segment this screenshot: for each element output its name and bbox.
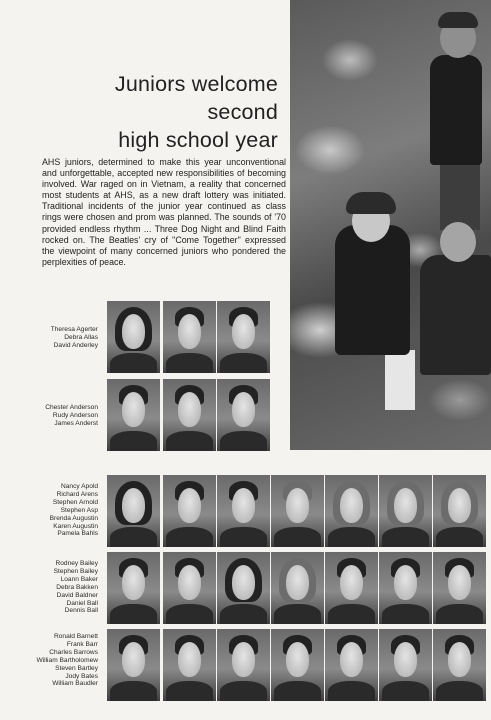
hero-photo: [290, 0, 491, 450]
student-portrait: [433, 552, 486, 624]
student-portrait: [379, 475, 432, 547]
student-portrait: [107, 379, 160, 451]
student-name: Brenda Augustin: [49, 514, 98, 522]
student-portrait: [163, 552, 216, 624]
student-portrait: [433, 629, 486, 701]
page-title: [60, 70, 278, 154]
student-name: James Anderst: [54, 419, 98, 427]
student-name: Stephen Arnold: [52, 498, 98, 506]
student-portrait: [107, 475, 160, 547]
student-name: Loann Baker: [60, 575, 98, 583]
student-portrait: [163, 629, 216, 701]
student-portrait: [217, 552, 270, 624]
student-name: Frank Barr: [66, 640, 98, 648]
student-name: Dennis Ball: [64, 607, 98, 615]
student-name: Pamela Bahls: [57, 530, 98, 538]
student-name: Rudy Anderson: [52, 411, 98, 419]
student-name: Ronald Barnett: [54, 633, 98, 640]
student-portrait: [163, 301, 216, 373]
student-name: David Baldner: [56, 591, 98, 599]
student-portrait: [379, 629, 432, 701]
student-portrait: [379, 552, 432, 624]
student-portrait: [217, 379, 270, 451]
title-line-2: second: [207, 100, 278, 124]
student-name: William Baudler: [52, 680, 98, 688]
name-list-group-2: [18, 404, 98, 428]
name-list-group-4: [18, 560, 98, 615]
student-name: Karen Augustin: [53, 522, 98, 530]
student-name: Rodney Bailey: [55, 560, 98, 567]
student-portrait: [217, 301, 270, 373]
student-name: Chester Anderson: [45, 404, 98, 411]
student-name: Theresa Agerter: [50, 326, 98, 333]
student-name: Stephen Bailey: [53, 567, 98, 575]
student-name: William Bartholomew: [36, 656, 98, 664]
student-name: Daniel Ball: [66, 599, 98, 607]
title-line-1: Juniors welcome: [114, 72, 278, 96]
student-portrait: [433, 475, 486, 547]
student-name: Charles Barrows: [49, 648, 98, 656]
student-portrait: [271, 629, 324, 701]
student-portrait: [107, 301, 160, 373]
student-name: Stephen Asp: [60, 506, 98, 514]
student-portrait: [107, 629, 160, 701]
student-portrait: [163, 379, 216, 451]
name-list-group-5: [6, 633, 98, 688]
student-name: Debra Bakken: [56, 583, 98, 591]
student-portrait: [271, 552, 324, 624]
student-portrait: [163, 475, 216, 547]
student-portrait: [217, 629, 270, 701]
student-portrait: [107, 552, 160, 624]
student-name: Debra Allas: [64, 333, 98, 341]
name-list-group-3: [18, 483, 98, 538]
student-portrait: [325, 552, 378, 624]
student-name: David Anderley: [53, 341, 98, 349]
student-portrait: [325, 475, 378, 547]
student-portrait: [325, 629, 378, 701]
student-name: Steven Bartley: [55, 664, 98, 672]
name-list-group-1: [18, 326, 98, 350]
student-name: Jody Bates: [65, 672, 98, 680]
student-name: Nancy Apold: [60, 483, 98, 490]
student-portrait: [217, 475, 270, 547]
student-name: Richard Arens: [56, 490, 98, 498]
title-line-3: high school year: [118, 128, 278, 152]
student-portrait: [271, 475, 324, 547]
intro-paragraph: AHS juniors, determined to make this year unconventional and unforgettable, accepted new responsibilities of becoming involved. War raged on in Vietnam, a reality that concerned most students at AHS, as a new draft lottery was initiated. Traditional incidents of the junior year continued as class rings were chosen and prom was planned. The sounds of '70 provided endless rhythm ... Three Dog Night and Blind Faith rocked on. The Beatles' cry of "Come Together" expressed the viewpoint of many concerned juniors who pondered the perplexities of peace.: [42, 157, 286, 267]
